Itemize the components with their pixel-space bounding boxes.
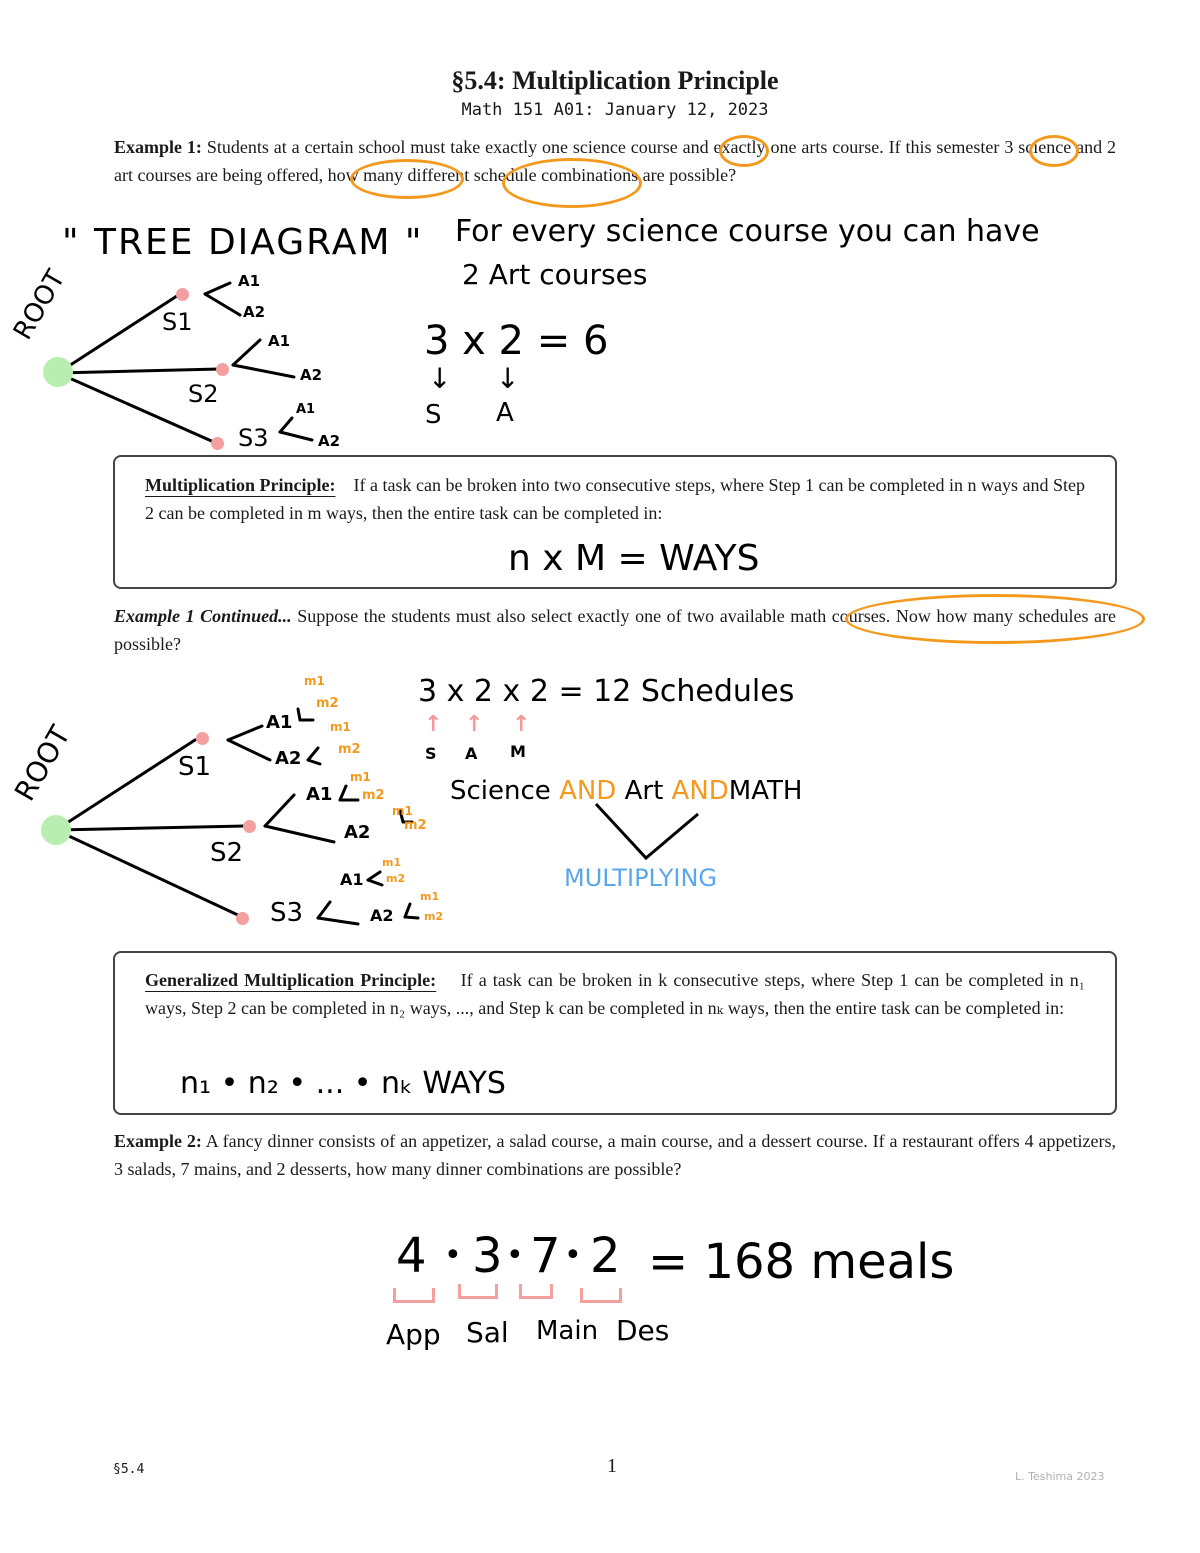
equation-3x2: 3 x 2 = 6 — [424, 318, 609, 364]
highlight-one-science: one — [542, 137, 568, 157]
highlight-one-arts: one — [770, 137, 797, 157]
root-node-2 — [41, 815, 71, 845]
tree2-s2-a2-m1: m1 — [392, 804, 413, 818]
tree2-s1-a1-m1: m1 — [304, 674, 325, 688]
page-subtitle: Math 151 A01: January 12, 2023 — [461, 100, 769, 120]
tree2-s1-a1: A1 — [266, 712, 293, 733]
arrow-down-icon: ↓ — [428, 362, 452, 395]
example1-paragraph: Example 1: Students at a certain school must take exactly one science course and exactly one arts course. If this semester 3 science and 2 art courses are being offered, how many different schedule combinations are possible? — [114, 137, 1117, 185]
example1-continued-paragraph: Example 1 Continued... Suppose the students must also select exactly one of two available math courses. Now how many schedules are possible? — [114, 606, 1117, 654]
node-s2-2 — [243, 820, 256, 833]
s3-a2: A2 — [318, 432, 341, 450]
result-168-meals: = 168 meals — [648, 1234, 955, 1290]
generalized-principle-heading: Generalized Multiplication Principle: — [145, 970, 437, 990]
bracket-main — [519, 1284, 553, 1299]
tree2-s1-label: S1 — [178, 752, 212, 782]
dot-icon: • — [506, 1238, 524, 1273]
multiplying-label: MULTIPLYING — [564, 864, 718, 892]
node-s3-2 — [236, 912, 249, 925]
factor-7: 7 — [530, 1228, 561, 1284]
oval-2-art-courses — [502, 158, 642, 208]
tree2-s3-a1-m1: m1 — [382, 856, 402, 869]
arrow-up-icon: ↑ — [424, 712, 443, 737]
note-line1: For every science course you can have — [455, 214, 1040, 249]
bracket-des — [580, 1288, 622, 1303]
tree2-s2-a2: A2 — [344, 822, 371, 843]
footer-author: L. Teshima 2023 — [1015, 1470, 1105, 1483]
oval-one-science — [719, 135, 769, 167]
label-sal: Sal — [466, 1316, 509, 1349]
arrow-up-icon: ↑ — [512, 712, 531, 737]
note-line2: 2 Art courses — [462, 258, 648, 291]
label-a: A — [496, 398, 514, 428]
tree2-s3-a2-m1: m1 — [420, 890, 440, 903]
tree2-s2-label: S2 — [210, 838, 244, 868]
v-connector — [590, 800, 710, 870]
factor-2: 2 — [590, 1228, 621, 1284]
oval-one-arts — [1029, 135, 1079, 167]
factor-4: 4 — [396, 1228, 427, 1284]
tree-diagram-heading: " TREE DIAGRAM " — [62, 222, 424, 263]
label-main: Main — [536, 1316, 599, 1346]
root-node — [43, 357, 73, 387]
tree2-s1-a2-m1: m1 — [330, 720, 351, 734]
s2-label: S2 — [188, 380, 219, 408]
s1-label: S1 — [162, 308, 193, 336]
tree2-s2-a1: A1 — [306, 784, 333, 805]
bracket-sal — [458, 1284, 498, 1299]
bracket-app — [393, 1288, 435, 1303]
dot-icon: • — [564, 1238, 582, 1273]
tree2-s3-a2: A2 — [370, 906, 394, 925]
equation-3x2x2: 3 x 2 x 2 = 12 Schedules — [418, 674, 795, 709]
n1-n2-nk-ways: n₁ • n₂ • ... • nₖ WAYS — [180, 1066, 506, 1101]
example1-label: Example 1: — [114, 137, 202, 157]
node-s1-2 — [196, 732, 209, 745]
label-des: Des — [616, 1314, 670, 1347]
arrow-up-icon: ↑ — [465, 712, 484, 737]
highlight-one-of-two-math: one of two available math — [635, 606, 827, 626]
label-a-2: A — [465, 744, 478, 763]
node-s1 — [176, 288, 189, 301]
node-s3 — [211, 437, 224, 450]
n-times-m-ways: n x M = WAYS — [508, 538, 760, 579]
root-label-2: ROOT — [8, 720, 77, 807]
label-m-2: M — [510, 742, 526, 761]
s2-a1: A1 — [268, 332, 291, 350]
example2-label: Example 2: — [114, 1131, 202, 1151]
tree2-s1-a1-m2: m2 — [316, 696, 339, 711]
tree2-s3-a2-m2: m2 — [424, 910, 444, 923]
label-s-2: S — [425, 744, 437, 763]
example1-continued-label: Example 1 Continued... — [114, 606, 292, 626]
science-and-art-and-math: Science AND Art ANDMATH — [450, 776, 803, 806]
tree2-s1-a2: A2 — [275, 748, 302, 769]
oval-one-of-two-math — [845, 594, 1145, 644]
page-title: §5.4: Multiplication Principle — [451, 66, 779, 95]
node-s2 — [216, 363, 229, 376]
page-number: 1 — [607, 1455, 617, 1477]
multiplication-principle-text: Multiplication Principle: If a task can be broken into two consecutive steps, where Step 1 can be completed in n ways and Step 2 can be completed in m ways, then the entire task can be completed in: — [145, 475, 1085, 523]
label-s: S — [425, 400, 442, 430]
highlight-2-art: 2 art courses — [114, 137, 1117, 185]
highlight-3-science: 3 science — [1004, 137, 1072, 157]
oval-3-science — [350, 159, 464, 199]
s1-a1: A1 — [238, 272, 261, 290]
tree2-s3-label: S3 — [270, 898, 304, 928]
tree2-s1-a2-m2: m2 — [338, 742, 361, 757]
multiplication-principle-heading: Multiplication Principle: — [145, 475, 336, 495]
factor-3: 3 — [472, 1228, 503, 1284]
tree2-s2-a2-m2: m2 — [404, 818, 427, 833]
tree-diagram-2 — [0, 660, 480, 940]
tree2-s3-a1: A1 — [340, 870, 364, 889]
s2-a2: A2 — [300, 366, 323, 384]
s3-label: S3 — [238, 424, 269, 452]
root-label: ROOT — [8, 265, 72, 345]
generalized-principle-text: Generalized Multiplication Principle: If a task can be broken in k consecutive steps, where Step 1 can be completed in n₁ ways, Step 2 can be completed in n₂ ways, ..., and Step k can be completed in nₖ ways, then the entire task can be completed in: — [145, 970, 1085, 1018]
s1-a2: A2 — [243, 303, 266, 321]
s3-a1: A1 — [296, 402, 316, 417]
footer-section: §5.4 — [113, 1462, 145, 1477]
tree2-s3-a1-m2: m2 — [386, 872, 406, 885]
label-app: App — [386, 1318, 441, 1351]
arrow-down-icon: ↓ — [496, 362, 520, 395]
dot-icon: • — [444, 1238, 462, 1273]
tree2-s2-a1-m2: m2 — [362, 788, 385, 803]
example2-paragraph: Example 2: A fancy dinner consists of an appetizer, a salad course, a main course, and a dessert course. If a restaurant offers 4 appetizers, 3 salads, 7 mains, and 2 desserts, how many dinner combinations are possible? — [114, 1131, 1116, 1179]
tree2-s2-a1-m1: m1 — [350, 770, 371, 784]
